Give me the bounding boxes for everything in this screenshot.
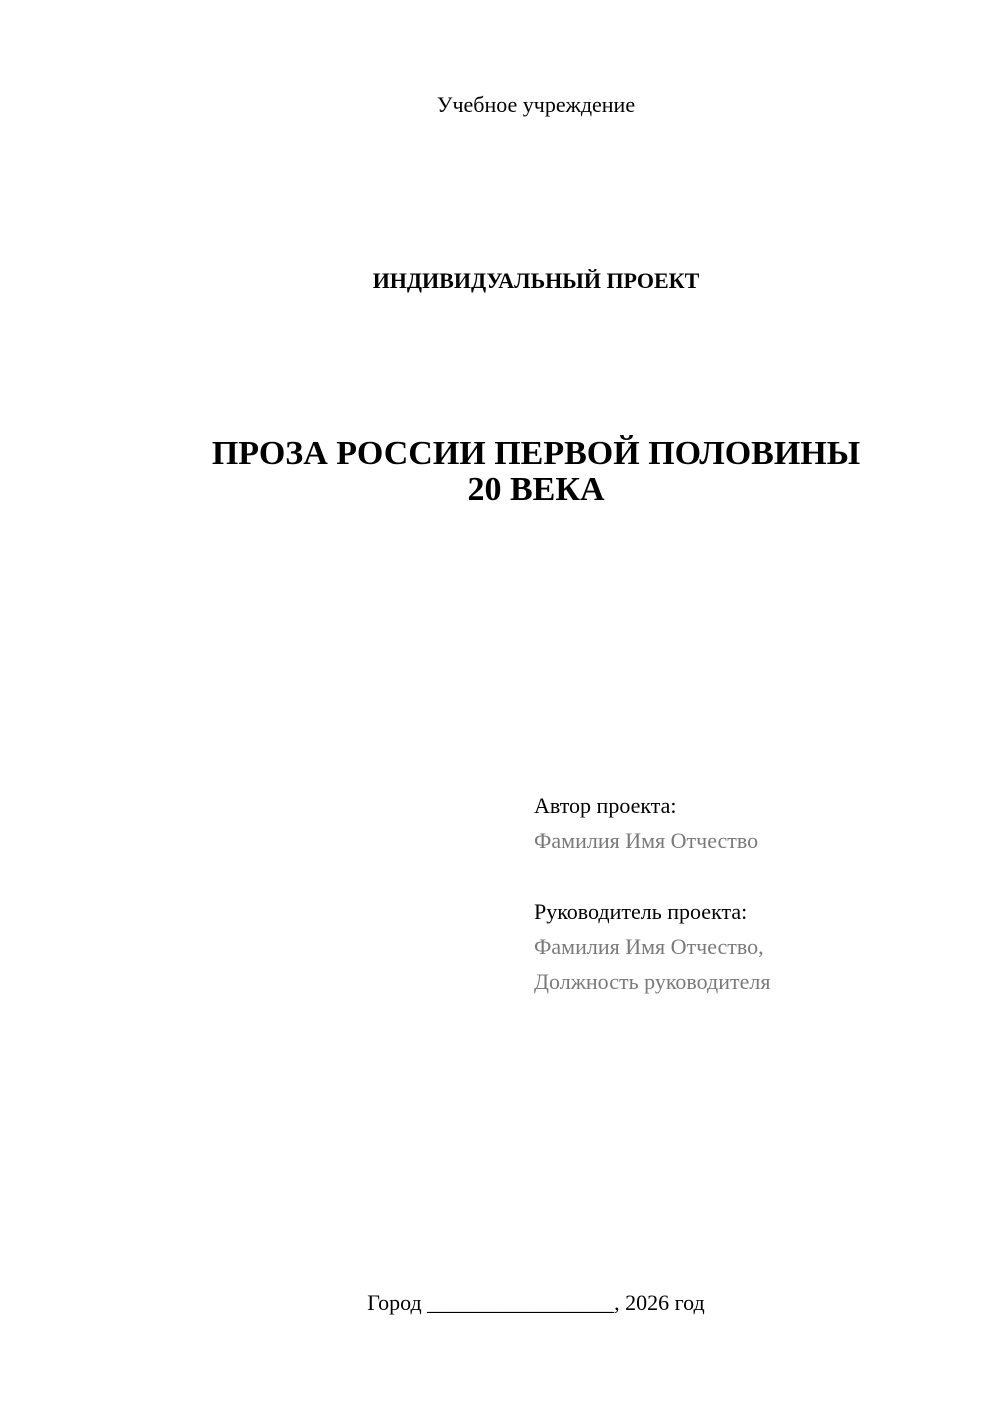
- supervisor-name: Фамилия Имя Отчество,: [534, 934, 764, 959]
- project-title: [0, 436, 1000, 508]
- supervisor-label: Руководитель проекта:: [534, 899, 748, 924]
- project-title-line-2: 20 ВЕКА: [467, 471, 605, 508]
- author-label: Автор проекта:: [534, 793, 677, 818]
- project-info-block: [534, 788, 770, 999]
- city-year-line: Город _________________, 2026 год: [367, 1290, 705, 1315]
- info-spacer: [534, 858, 770, 894]
- supervisor-position: Должность руководителя: [534, 969, 771, 994]
- institution-name: Учебное учреждение: [436, 92, 636, 117]
- project-title-line-1: ПРОЗА РОССИИ ПЕРВОЙ ПОЛОВИНЫ: [211, 435, 861, 472]
- author-name: Фамилия Имя Отчество: [534, 828, 759, 853]
- project-type-heading: ИНДИВИДУАЛЬНЫЙ ПРОЕКТ: [372, 268, 700, 293]
